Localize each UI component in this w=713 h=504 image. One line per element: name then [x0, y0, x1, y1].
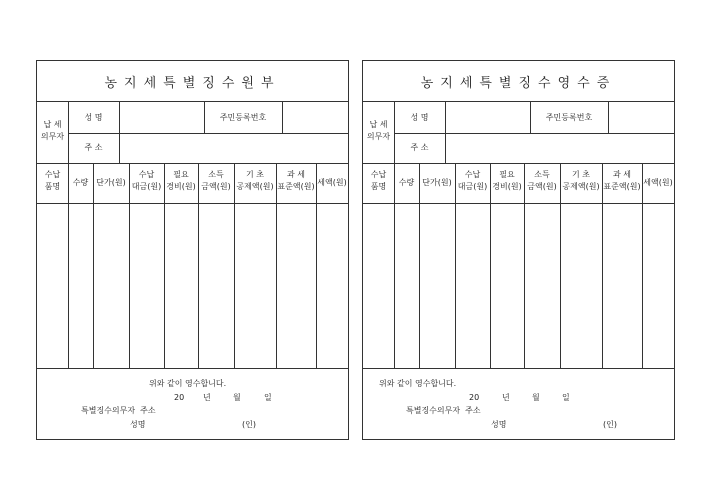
column-header-expense: 필요 경비(원) [492, 170, 522, 191]
receipt-statement: 위와 같이 영수합니다. [149, 379, 227, 388]
receipt-statement: 위와 같이 영수합니다. [379, 379, 457, 388]
column-header-deduction: 기 초 공제액(원) [236, 170, 274, 191]
column-header-tax: 세액(원) [643, 178, 673, 187]
column-header-tax-base: 과 세 표준액(원) [277, 170, 315, 191]
date-day-label: 일 [562, 393, 570, 402]
date-year-label: 년 [203, 393, 211, 402]
divider [363, 163, 674, 164]
date-year-label: 년 [502, 393, 510, 402]
column-header-expense: 필요 경비(원) [166, 170, 196, 191]
column-header-income: 소득 금액(원) [527, 170, 557, 191]
column-header-tax-base: 과 세 표준액(원) [603, 170, 641, 191]
payer-label: 납 세 의무자 [366, 120, 391, 141]
address-field[interactable] [120, 134, 348, 162]
seal-mark: (인) [242, 420, 256, 429]
column-header-deduction: 기 초 공제액(원) [562, 170, 600, 191]
form-title: 농지세특별징수원부 [37, 61, 348, 102]
divider [363, 368, 674, 369]
id-number-label: 주민등록번호 [545, 113, 593, 122]
date-month-label: 월 [532, 393, 540, 402]
name-field[interactable] [446, 103, 529, 132]
signer-name-label: 성명 [130, 420, 146, 429]
agent-address-label: 특별징수의무자 주소 [81, 406, 156, 415]
divider [37, 163, 348, 164]
form-title: 농지세특별징수영수증 [363, 61, 674, 102]
name-label: 성 명 [84, 113, 103, 122]
date-year: 20 [174, 393, 185, 402]
column-header-tax: 세액(원) [317, 178, 347, 187]
date-day-label: 일 [264, 393, 272, 402]
name-field[interactable] [120, 103, 203, 132]
date-month-label: 월 [233, 393, 241, 402]
id-number-field[interactable] [609, 103, 674, 132]
column-header-item: 수납 품명 [370, 170, 387, 191]
column-header-unit-price: 단가(원) [96, 178, 126, 187]
id-number-label: 주민등록번호 [219, 113, 267, 122]
date-year: 20 [469, 393, 480, 402]
address-label: 주 소 [84, 143, 103, 152]
signer-name-label: 성명 [491, 420, 507, 429]
column-header-unit-price: 단가(원) [422, 178, 452, 187]
address-label: 주 소 [410, 143, 429, 152]
column-header-qty: 수량 [72, 178, 89, 187]
divider [37, 368, 348, 369]
table-body[interactable] [37, 204, 348, 368]
address-field[interactable] [446, 134, 674, 162]
column-header-item: 수납 품명 [44, 170, 61, 191]
column-header-qty: 수량 [398, 178, 415, 187]
column-header-amount: 수납 대금(원) [457, 170, 488, 191]
name-label: 성 명 [410, 113, 429, 122]
receipt-form [362, 60, 675, 440]
agent-address-label: 특별징수의무자 주소 [406, 406, 481, 415]
ledger-form [36, 60, 349, 440]
column-header-amount: 수납 대금(원) [131, 170, 162, 191]
payer-label: 납 세 의무자 [40, 120, 65, 141]
column-header-income: 소득 금액(원) [201, 170, 231, 191]
table-body[interactable] [363, 204, 674, 368]
id-number-field[interactable] [283, 103, 348, 132]
seal-mark: (인) [603, 420, 617, 429]
